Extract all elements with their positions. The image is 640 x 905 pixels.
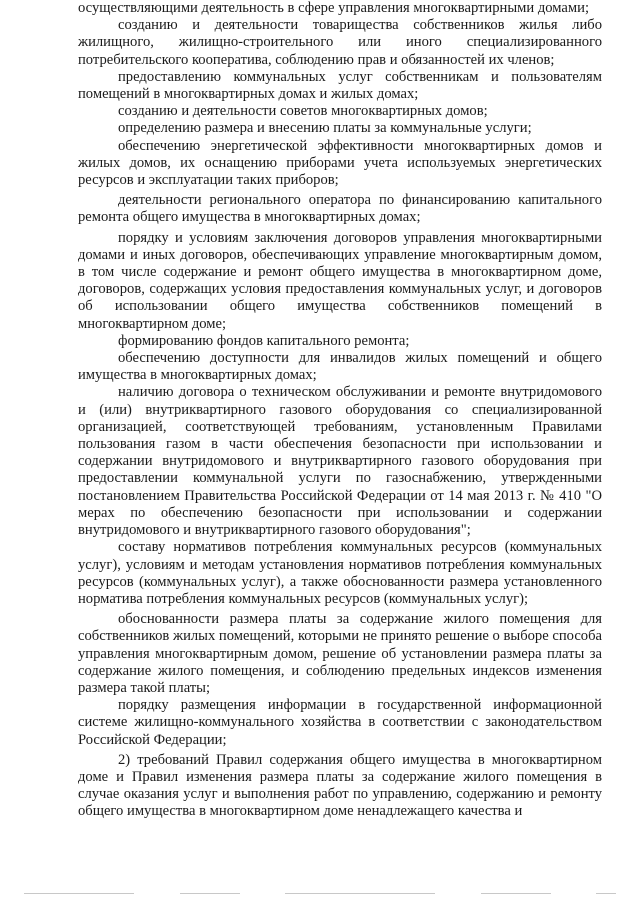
paragraph-14: порядку размещения информации в государственной информационной системе жилищно-коммунального хозяйства в соответствии с законодательством Российской Федерации; (78, 697, 602, 748)
paragraph-15: 2) требований Правил содержания общего имущества в многоквартирном доме и Правил изменения размера платы за содержание жилого помещения в случае оказания услуг и выполнения работ по управлению, содержанию и ремонту общего имущества в многоквартирном доме ненадлежащего качества и (78, 751, 602, 820)
paragraph-6: обеспечению энергетической эффективности многоквартирных домов и жилых домов, их оснащению приборами учета используемых энергетических ресурсов и эксплуатации таких приборов; (78, 137, 602, 189)
paragraph-4: созданию и деятельности советов многоквартирных домов; (118, 103, 488, 120)
paragraph-8: порядку и условиям заключения договоров управления многоквартирными домами и иных договоров, обеспечивающих управление многоквартирным домом, в том числе содержание и ремонт общего имущества в многоквартирном доме, договоров, содержащих условия предоставления коммунальных услуг, и договоров об использовании общего имущества собственников помещений в многоквартирном доме; (78, 229, 602, 332)
scan-edge-artifact (24, 891, 616, 897)
paragraph-12: составу нормативов потребления коммунальных ресурсов (коммунальных услуг), условиям и методам установления нормативов потребления коммунальных ресурсов (коммунальных услуг), а также обоснованности размера установленного норматива потребления коммунальных ресурсов (коммунальных услуг); (78, 539, 602, 607)
paragraph-13: обоснованности размера платы за содержание жилого помещения для собственников жилых помещений, которыми не принято решение о выборе способа управления многоквартирным домом, решение об установлении размера платы за содержание жилого помещения, и соблюдению предельных индексов изменения размера такой платы; (78, 611, 602, 696)
paragraph-10: обеспечению доступности для инвалидов жилых помещений и общего имущества в многоквартирных домах; (78, 350, 602, 384)
paragraph-2: созданию и деятельности товарищества собственников жилья либо жилищного, жилищно-строительного или иного специализированного потребительского кооператива, соблюдению прав и обязанностей их членов; (78, 17, 602, 68)
paragraph-1: осуществляющими деятельность в сфере управления многоквартирными домами; (78, 0, 590, 16)
paragraph-5: определению размера и внесению платы за коммунальные услуги; (118, 120, 532, 137)
paragraph-7: деятельности регионального оператора по финансированию капитального ремонта общего имущества в многоквартирных домах; (78, 192, 602, 226)
paragraph-9: формированию фондов капитального ремонта; (118, 332, 410, 349)
paragraph-11: наличию договора о техническом обслуживании и ремонте внутридомового и (или) внутриквартирного газового оборудования со специализированной организацией, соответствующей требованиям, установленным Правилами пользования газом в части обеспечения безопасности при использовании и содержании внутридомового и внутриквартирного газового оборудования при предоставлении коммунальной услуги по газоснабжению, утвержденными постановлением Правительства Российской Федерации от 14 мая 2013 г. № 410 "О мерах по обеспечению безопасности при использовании и содержании внутридомового и внутриквартирного газового оборудования"; (78, 384, 602, 539)
paragraph-3: предоставлению коммунальных услуг собственникам и пользователям помещений в многоквартирных домах и жилых домах; (78, 68, 602, 103)
